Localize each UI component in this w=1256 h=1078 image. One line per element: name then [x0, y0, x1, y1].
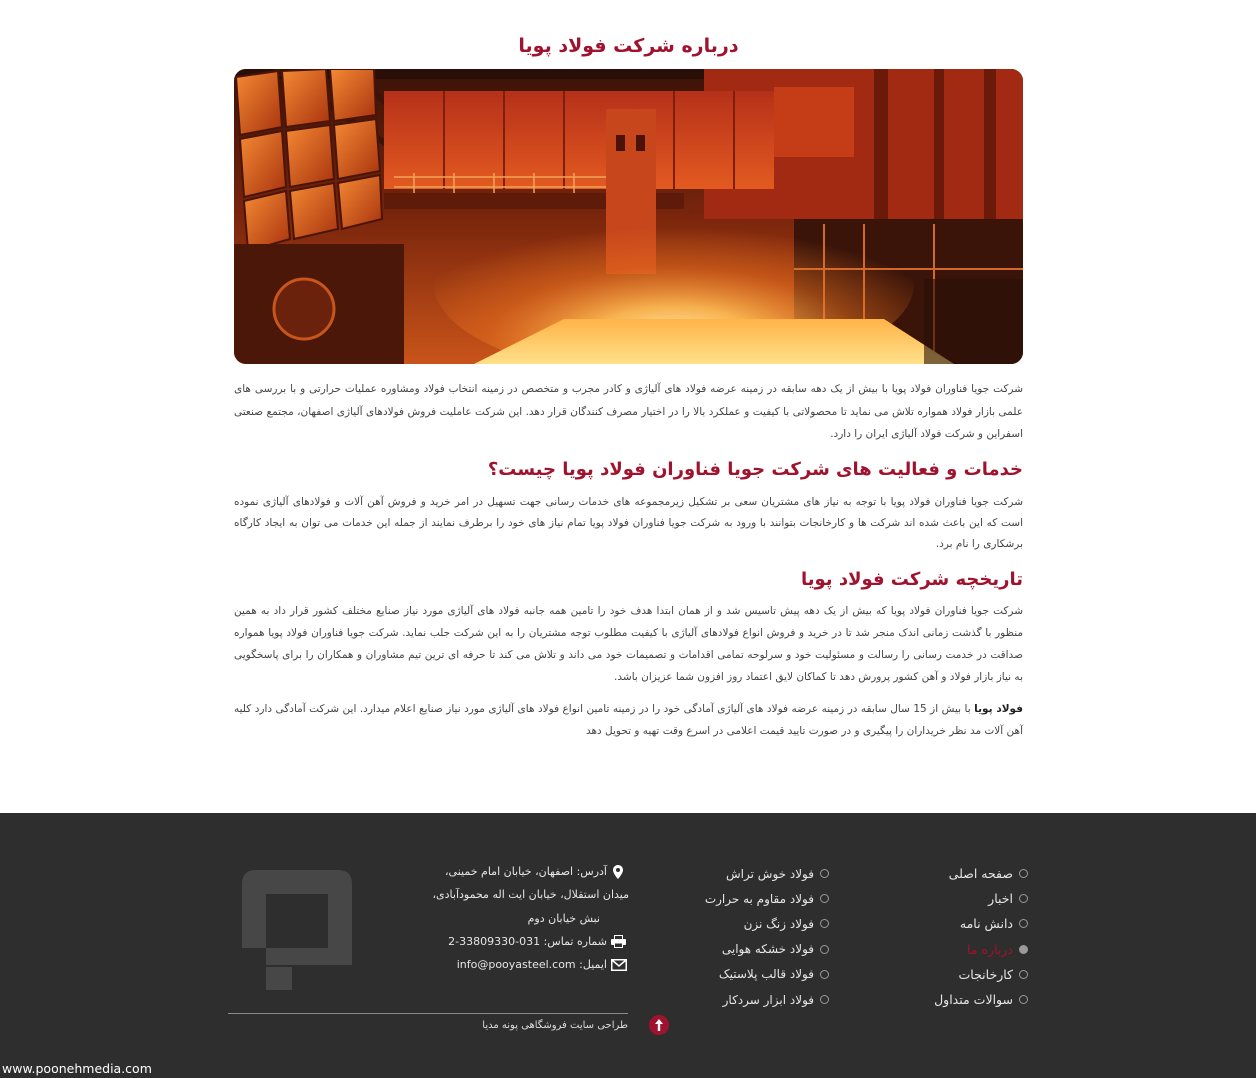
footer-menu-label[interactable]: اخبار	[988, 891, 1013, 907]
printer-icon	[611, 935, 631, 949]
footer-menu-item-about[interactable]	[934, 937, 1028, 962]
footer-product-item[interactable]	[705, 987, 829, 1012]
footer-menu-label[interactable]: دانش نامه	[959, 916, 1013, 932]
page-title: درباره شرکت فولاد پویا	[518, 35, 739, 57]
circle-bullet-icon	[820, 970, 829, 979]
phone-text: شماره تماس: 031-33809330-2	[448, 935, 607, 949]
footer-menu-label[interactable]: سوالات متداول	[934, 992, 1013, 1008]
circle-bullet-icon	[1019, 945, 1028, 954]
watermark-text: www.poonehmedia.com	[2, 1061, 152, 1076]
circle-bullet-icon	[820, 869, 829, 878]
footer-menu-item-encyclopedia[interactable]	[934, 911, 1028, 936]
history-paragraph: شرکت جویا فناوران فولاد پویا که بیش از یک دهه پیش تاسیس شد و از همان ابتدا هدف خود را تامین همه جانبه فولاد های آلیاژی مورد نیاز صنایع مختلف کشور قرار داد به همین منظور با گذشت زمانی اندک منجر شد تا در خرید و فروش انواع فولادهای آلیاژی با کیفیت مطلوب توجه مشتریان را به این شرکت جلب نماید. شرکت جویا فناوران فولاد پویا همواره صداقت در خدمت رسانی را رسالت و مسئولیت خود و سرلوحه تمامی اقدامات و تصمیمات خود می داند و تلاش می کند تا حرفه ای ترین تیم مشاوران و همکاران را برای پاسخگویی به نیاز بازار فولاد و آهن کشور پرورش دهد تا کماکان لایق اعتماد روز افزون شما عزیزان باشد.	[234, 604, 1023, 683]
address-text: آدرس: اصفهان، خیابان امام خمینی،	[445, 865, 607, 879]
footer-product-item[interactable]	[705, 962, 829, 987]
circle-bullet-icon	[1019, 869, 1028, 878]
footer-menu-item-news[interactable]	[934, 886, 1028, 911]
address-text: میدان استقلال، خیابان ایت اله محمودآبادی،	[432, 888, 629, 902]
footer-product-label[interactable]: فولاد خشکه هوایی	[721, 942, 814, 957]
address-text: نبش خیابان دوم	[527, 911, 600, 925]
summary-bold-lead: فولاد پویا	[974, 702, 1023, 715]
hero-image	[234, 69, 1023, 364]
footer-product-item[interactable]	[705, 911, 829, 936]
intro-paragraph: شرکت جویا فناوران فولاد پویا با بیش از یک دهه سابقه در زمینه عرضه فولاد های آلیاژی و کادر مجرب و متخصص در زمینه انتخاب فولاد ومشاوره عملیات حرارتی و با بررسی های علمی بازار فولاد همواره تلاش می نماید تا محصولاتی با کیفیت و عملکرد بالا را در اختیار مصرف کنندگان قرار دهد. این شرکت عاملیت فروش فولادهای آلیاژی اصفهان، مجتمع صنعتی اسفراین و شرکت فولاد آلیاژی ایران را دارد.	[234, 383, 1023, 440]
footer-product-label[interactable]: فولاد خوش تراش	[726, 866, 814, 881]
circle-bullet-icon	[820, 995, 829, 1004]
site-footer	[0, 813, 1256, 1078]
circle-bullet-icon	[1019, 919, 1028, 928]
circle-bullet-icon	[1019, 894, 1028, 903]
email-text[interactable]: ایمیل: info@pooyasteel.com	[456, 958, 607, 972]
footer-products-menu	[705, 861, 829, 1012]
circle-bullet-icon	[1019, 970, 1028, 979]
services-paragraph: شرکت جویا فناوران فولاد پویا با توجه به نیاز های مشتریان سعی بر تشکیل زیرمجموعه های خدمات رسانی جهت تسهیل در امر خرید و فروش آهن آلات و فولادهای آلیاژی نموده است که این باعث شده اند شرکت ها و کارخانجات بتوانند با ورود به شرکت جویا فناوران فولاد پویا تمام نیاز های خود را برطرف نمایند از جمله این خدمات می توان به ایجاد کارگاه برشکاری را نام برد.	[234, 495, 1023, 550]
footer-divider	[228, 1013, 628, 1014]
designer-credit-link[interactable]: طراحی سایت فروشگاهی پونه مدیا	[482, 1020, 628, 1031]
footer-menu-item-home[interactable]	[934, 861, 1028, 886]
section-heading-services: خدمات و فعالیت های شرکت جویا فناوران فولاد پویا چیست؟	[487, 458, 1023, 480]
address-line	[401, 860, 631, 883]
summary-paragraph	[234, 698, 1023, 742]
footer-contact-info	[401, 860, 631, 976]
footer-menu-label[interactable]: صفحه اصلی	[948, 866, 1013, 882]
circle-bullet-icon	[1019, 995, 1028, 1004]
section-heading-history: تاریخچه شرکت فولاد پویا	[801, 568, 1023, 590]
footer-product-label[interactable]: فولاد مقاوم به حرارت	[704, 891, 814, 906]
summary-text: با بیش از 15 سال سابقه در زمینه عرضه فولاد های آلیاژی آمادگی خود را در زمینه تامین انواع فولاد های آلیاژی مورد نیاز صنایع اعلام میدارد. این شرکت آمادگی دارد کلیه آهن آلات مد نظر خریداران را پیگیری و در صورت تایید قیمت اعلامی در اسرع وقت تهیه و تحویل دهد	[234, 702, 1023, 737]
about-content	[234, 32, 1023, 742]
footer-menu-label[interactable]: کارخانجات	[958, 966, 1013, 982]
footer-product-label[interactable]: فولاد ابزار سردکار	[722, 992, 814, 1007]
address-line	[401, 883, 631, 906]
footer-product-item[interactable]	[705, 937, 829, 962]
email-line[interactable]	[401, 953, 631, 976]
envelope-icon	[611, 958, 631, 972]
footer-product-label[interactable]: فولاد زنگ نزن	[743, 916, 814, 931]
circle-bullet-icon	[820, 945, 829, 954]
footer-menu-item-factories[interactable]	[934, 962, 1028, 987]
phone-line	[401, 930, 631, 953]
map-marker-icon	[613, 865, 631, 879]
circle-bullet-icon	[820, 894, 829, 903]
circle-bullet-icon	[820, 919, 829, 928]
steel-mill-photo	[234, 69, 1023, 364]
footer-menu-item-faq[interactable]	[934, 987, 1028, 1012]
arrow-up-icon[interactable]	[649, 1015, 669, 1035]
footer-product-item[interactable]	[705, 886, 829, 911]
footer-product-item[interactable]	[705, 861, 829, 886]
pooya-steel-logo-icon[interactable]	[242, 870, 352, 990]
footer-menu-label[interactable]: درباره ما	[967, 941, 1013, 957]
footer-product-label[interactable]: فولاد قالب پلاستیک	[718, 967, 814, 982]
address-line	[401, 907, 631, 930]
footer-main-menu	[934, 861, 1028, 1012]
